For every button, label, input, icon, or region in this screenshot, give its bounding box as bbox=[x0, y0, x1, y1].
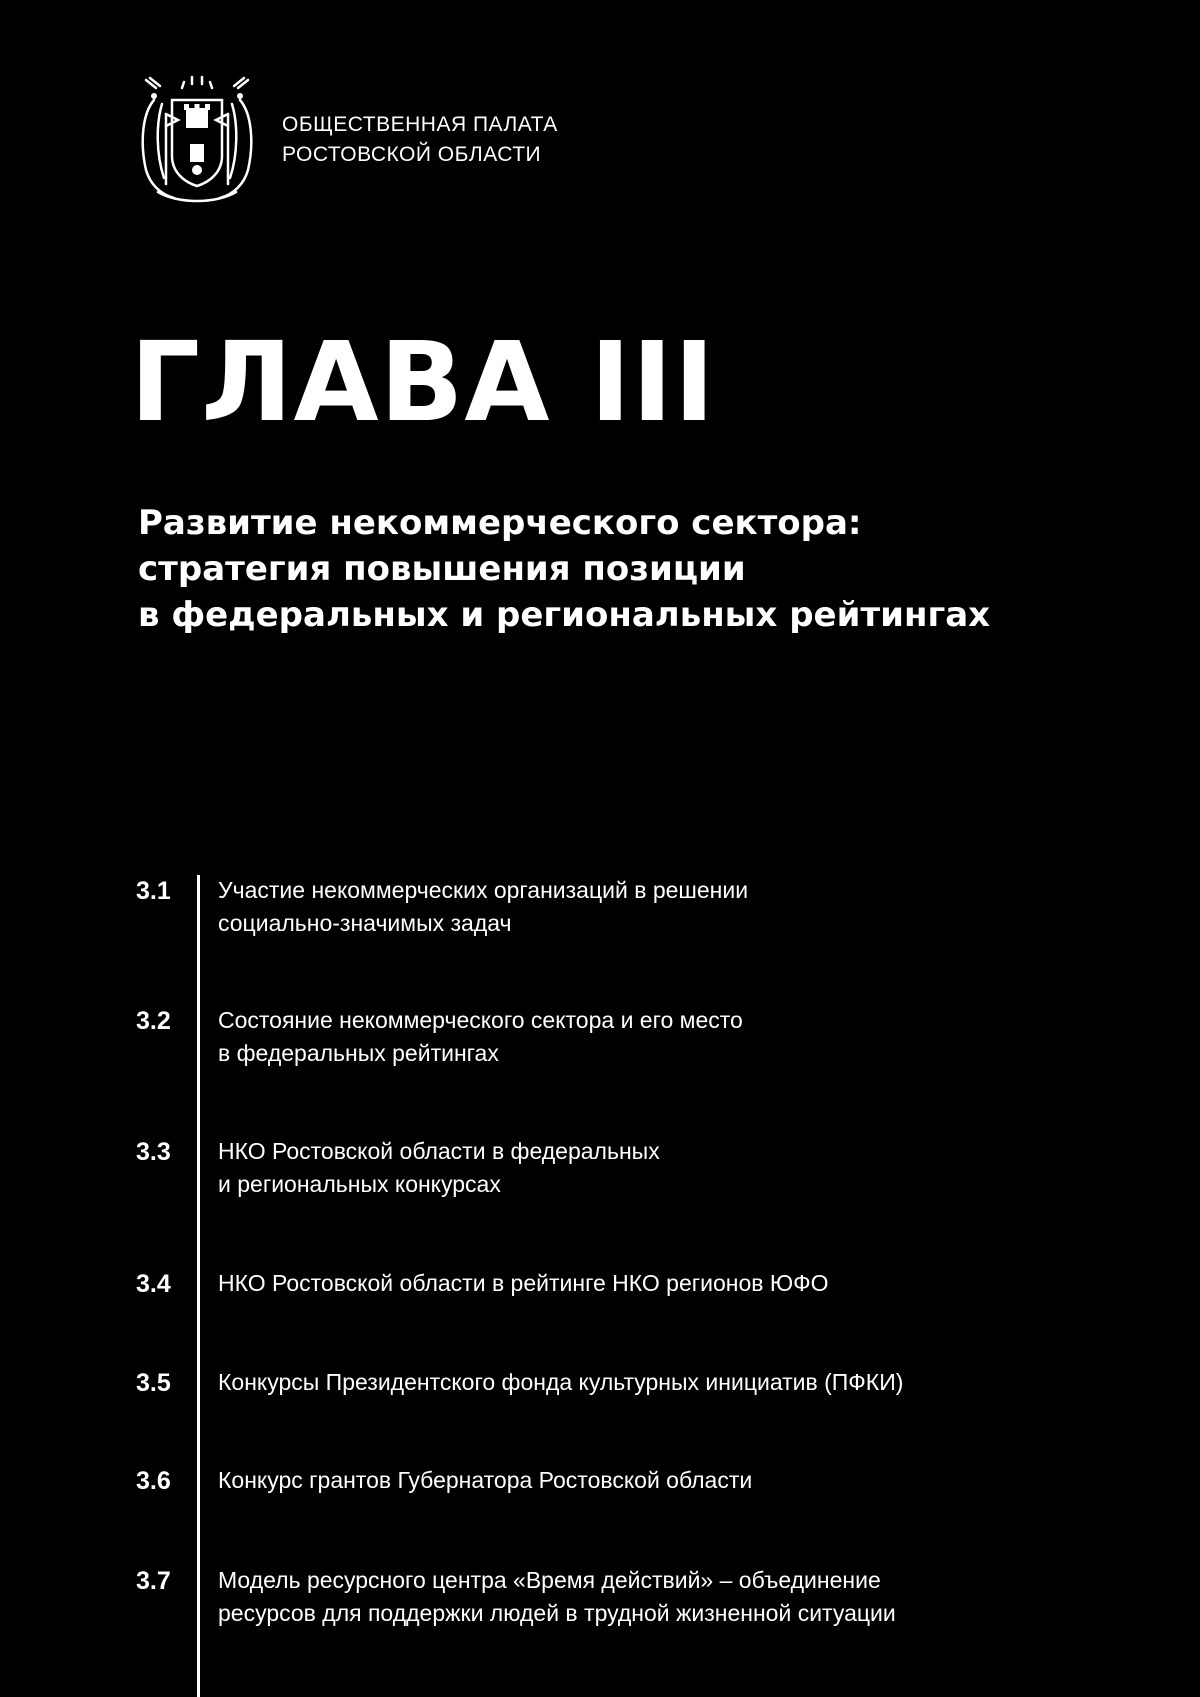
toc-item-number: 3.2 bbox=[136, 1007, 171, 1035]
toc-item-title-line2: и региональных конкурсах bbox=[218, 1171, 501, 1197]
chapter-title: ГЛАВА III bbox=[130, 318, 716, 446]
toc-item-title bbox=[218, 1564, 1178, 1630]
toc-item-title-line1: Участие некоммерческих организаций в решении bbox=[218, 877, 749, 903]
toc-item-title bbox=[218, 1135, 1178, 1201]
toc-item-number: 3.6 bbox=[136, 1467, 171, 1495]
chapter-subtitle bbox=[138, 500, 1138, 638]
chapter-subtitle-line3: в федеральных и региональных рейтингах bbox=[138, 595, 991, 635]
toc-item-title bbox=[218, 1267, 1178, 1300]
page-header bbox=[134, 74, 558, 206]
toc-item-title bbox=[218, 1366, 1178, 1399]
organization-name-line2: РОСТОВСКОЙ ОБЛАСТИ bbox=[282, 143, 542, 166]
toc-item-number: 3.3 bbox=[136, 1138, 171, 1166]
toc-divider-line bbox=[197, 875, 200, 1697]
toc-item-title bbox=[218, 874, 1178, 940]
toc-item-number: 3.4 bbox=[136, 1270, 171, 1298]
toc-item-title-line1: Состояние некоммерческого сектора и его место bbox=[218, 1007, 743, 1033]
toc-item-title-line1: НКО Ростовской области в федеральных bbox=[218, 1138, 660, 1164]
toc-item-number: 3.1 bbox=[136, 877, 171, 905]
organization-name-line1: ОБЩЕСТВЕННАЯ ПАЛАТА bbox=[282, 113, 558, 136]
toc-item-title-line2: социально-значимых задач bbox=[218, 910, 512, 936]
toc-item-title-line1: Конкурсы Президентского фонда культурных инициатив (ПФКИ) bbox=[218, 1369, 904, 1395]
toc-item-number: 3.5 bbox=[136, 1369, 171, 1397]
toc-item-title-line2: в федеральных рейтингах bbox=[218, 1040, 499, 1066]
chapter-subtitle-line1: Развитие некоммерческого сектора: bbox=[138, 503, 862, 543]
toc-item-title-line1: НКО Ростовской области в рейтинге НКО регионов ЮФО bbox=[218, 1270, 829, 1296]
organization-name bbox=[282, 110, 558, 170]
toc-item-title-line2: ресурсов для поддержки людей в трудной жизненной ситуации bbox=[218, 1600, 896, 1626]
chapter-subtitle-line2: стратегия повышения позиции bbox=[138, 549, 746, 589]
toc-item-title bbox=[218, 1004, 1178, 1070]
toc-item-title bbox=[218, 1464, 1178, 1497]
rostov-oblast-coat-of-arms-icon bbox=[134, 74, 260, 206]
toc-item-title-line1: Конкурс грантов Губернатора Ростовской области bbox=[218, 1467, 753, 1493]
toc-item-title-line1: Модель ресурсного центра «Время действий» – объединение bbox=[218, 1567, 881, 1593]
toc-item-number: 3.7 bbox=[136, 1567, 171, 1595]
